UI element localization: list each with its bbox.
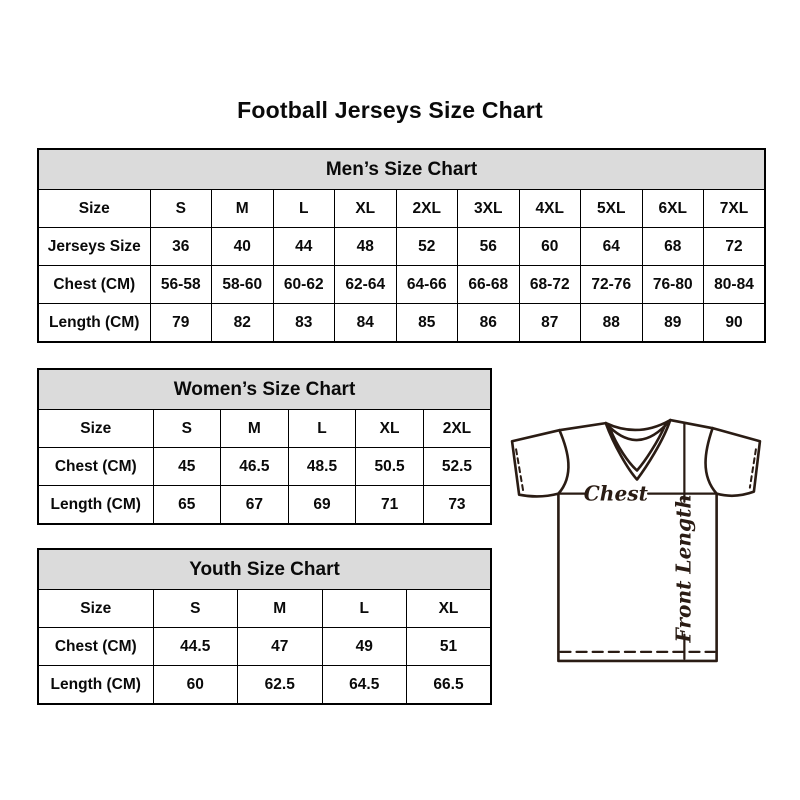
jersey-measurement-diagram (505, 413, 767, 665)
size-value-cell: 56-58 (150, 266, 212, 304)
row-label: Length (CM) (38, 486, 153, 525)
size-value-cell: 84 (335, 304, 397, 343)
size-value-cell: 64-66 (396, 266, 458, 304)
size-value-cell: 52 (396, 228, 458, 266)
table-header-row (38, 149, 765, 190)
size-value-cell: S (153, 410, 221, 448)
womens-table (37, 368, 492, 525)
mens-size-chart-table (37, 148, 766, 343)
size-value-cell: 5XL (581, 190, 643, 228)
size-value-cell: 79 (150, 304, 212, 343)
size-value-cell: 49 (322, 628, 407, 666)
size-value-cell: 69 (288, 486, 356, 525)
size-value-cell: M (221, 410, 289, 448)
size-value-cell: 89 (642, 304, 704, 343)
youth-table (37, 548, 492, 705)
size-value-cell: 68-72 (519, 266, 581, 304)
size-value-cell: 67 (221, 486, 289, 525)
table-row (38, 628, 491, 666)
size-value-cell: S (153, 590, 238, 628)
table-row (38, 486, 491, 525)
size-value-cell: 52.5 (423, 448, 491, 486)
size-value-cell: 68 (642, 228, 704, 266)
row-label: Size (38, 410, 153, 448)
size-value-cell: 66.5 (407, 666, 492, 705)
table-row (38, 448, 491, 486)
size-value-cell: 80-84 (704, 266, 766, 304)
size-value-cell: 50.5 (356, 448, 424, 486)
size-value-cell: 64.5 (322, 666, 407, 705)
table-title: Youth Size Chart (38, 549, 491, 590)
jersey-body-outline (512, 420, 760, 661)
size-value-cell: 62-64 (335, 266, 397, 304)
size-value-cell: 64 (581, 228, 643, 266)
table-row (38, 666, 491, 705)
size-value-cell: 71 (356, 486, 424, 525)
size-value-cell: 46.5 (221, 448, 289, 486)
size-value-cell: 90 (704, 304, 766, 343)
size-value-cell: 60 (153, 666, 238, 705)
size-value-cell: 87 (519, 304, 581, 343)
size-value-cell: 2XL (396, 190, 458, 228)
row-label: Length (CM) (38, 304, 150, 343)
row-label: Chest (CM) (38, 266, 150, 304)
size-value-cell: 76-80 (642, 266, 704, 304)
mens-table (37, 148, 766, 343)
table-row (38, 304, 765, 343)
size-value-cell: 6XL (642, 190, 704, 228)
row-label: Length (CM) (38, 666, 153, 705)
table-header-row (38, 369, 491, 410)
size-value-cell: 3XL (458, 190, 520, 228)
size-value-cell: XL (407, 590, 492, 628)
size-value-cell: 44.5 (153, 628, 238, 666)
size-value-cell: 72 (704, 228, 766, 266)
table-row (38, 590, 491, 628)
size-value-cell: 86 (458, 304, 520, 343)
size-value-cell: 85 (396, 304, 458, 343)
row-label: Jerseys Size (38, 228, 150, 266)
table-row (38, 190, 765, 228)
row-label: Chest (CM) (38, 628, 153, 666)
row-label: Chest (CM) (38, 448, 153, 486)
table-header-row (38, 549, 491, 590)
size-value-cell: 82 (212, 304, 274, 343)
size-value-cell: L (322, 590, 407, 628)
size-value-cell: S (150, 190, 212, 228)
size-value-cell: 45 (153, 448, 221, 486)
size-value-cell: 7XL (704, 190, 766, 228)
jersey-outline-svg (505, 413, 767, 665)
size-value-cell: 2XL (423, 410, 491, 448)
size-value-cell: 40 (212, 228, 274, 266)
table-row (38, 228, 765, 266)
chest-measure-label: Chest (583, 481, 648, 506)
size-value-cell: 88 (581, 304, 643, 343)
size-value-cell: 48 (335, 228, 397, 266)
size-value-cell: 83 (273, 304, 335, 343)
size-value-cell: L (273, 190, 335, 228)
size-value-cell: 60 (519, 228, 581, 266)
size-value-cell: XL (335, 190, 397, 228)
size-value-cell: 56 (458, 228, 520, 266)
size-value-cell: M (238, 590, 323, 628)
row-label: Size (38, 190, 150, 228)
table-row (38, 410, 491, 448)
youth-size-chart-table (37, 548, 492, 705)
size-value-cell: 66-68 (458, 266, 520, 304)
size-value-cell: 47 (238, 628, 323, 666)
table-title: Men’s Size Chart (38, 149, 765, 190)
size-value-cell: 62.5 (238, 666, 323, 705)
size-value-cell: 51 (407, 628, 492, 666)
size-value-cell: 48.5 (288, 448, 356, 486)
size-value-cell: 44 (273, 228, 335, 266)
size-value-cell: 65 (153, 486, 221, 525)
table-title: Women’s Size Chart (38, 369, 491, 410)
size-value-cell: 36 (150, 228, 212, 266)
size-value-cell: 73 (423, 486, 491, 525)
womens-size-chart-table (37, 368, 492, 525)
size-value-cell: 72-76 (581, 266, 643, 304)
size-value-cell: 58-60 (212, 266, 274, 304)
table-row (38, 266, 765, 304)
front-length-measure-label: Front Length (671, 493, 696, 643)
size-value-cell: M (212, 190, 274, 228)
size-value-cell: XL (356, 410, 424, 448)
size-value-cell: 4XL (519, 190, 581, 228)
page-title: Football Jerseys Size Chart (237, 97, 543, 123)
size-value-cell: 60-62 (273, 266, 335, 304)
size-value-cell: L (288, 410, 356, 448)
row-label: Size (38, 590, 153, 628)
